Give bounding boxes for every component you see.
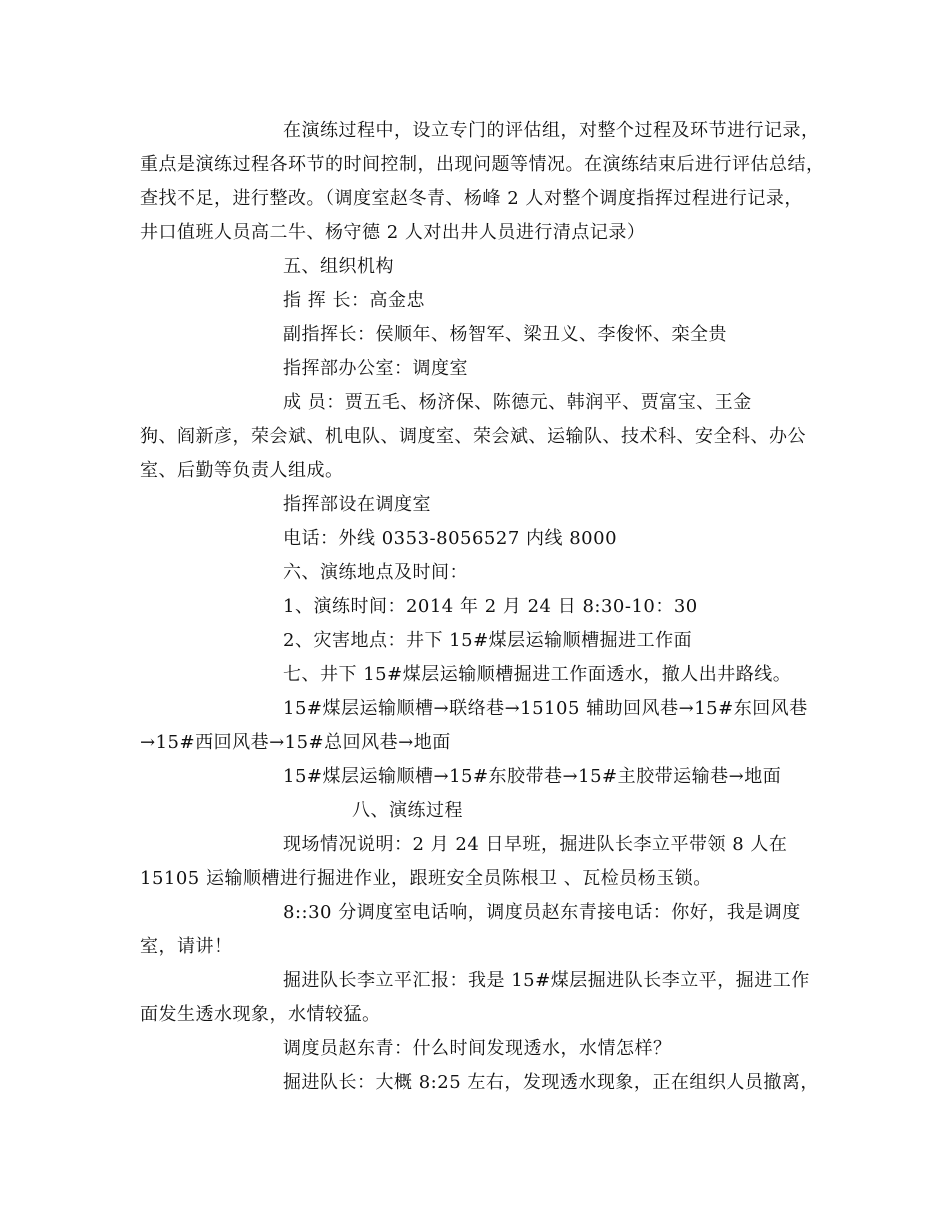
command-office-line: 指挥部办公室：调度室: [283, 358, 468, 379]
members-line-1: 成 员：贾五毛、杨济保、陈德元、韩润平、贾富宝、王金: [283, 392, 752, 413]
drill-time-line: 1、演练时间：2014 年 2 月 24 日 8:30-10：30: [283, 596, 698, 617]
disaster-location-line: 2、灾害地点：井下 15#煤层运输顺槽掘进工作面: [283, 630, 693, 651]
leader-report-line-2: 面发生透水现象，水情较猛。: [140, 1004, 381, 1025]
para-evaluation-line-1: 在演练过程中，设立专门的评估组，对整个过程及环节进行记录，: [283, 120, 820, 141]
scene-description-line-1: 现场情况说明：2 月 24 日早班，掘进队长李立平带领 8 人在: [283, 834, 788, 855]
para-evaluation-line-4: 井口值班人员高二牛、杨守德 2 人对出井人员进行清点记录）: [140, 222, 646, 243]
scene-description-line-2: 15105 运输顺槽进行掘进作业，跟班安全员陈根卫 、瓦检员杨玉锁。: [140, 868, 712, 889]
route-1-line-1: 15#煤层运输顺槽→联络巷→15105 辅助回风巷→15#东回风巷: [283, 698, 808, 719]
phone-call-line-2: 室，请讲！: [140, 936, 233, 957]
leader-reply-line: 掘进队长：大概 8:25 左右，发现透水现象，正在组织人员撤离，: [283, 1072, 819, 1093]
section-6-heading: 六、演练地点及时间：: [283, 562, 468, 583]
route-2-line: 15#煤层运输顺槽→15#东胶带巷→15#主胶带运输巷→地面: [283, 766, 782, 787]
para-evaluation-line-3: 查找不足，进行整改。（调度室赵冬青、杨峰 2 人对整个调度指挥过程进行记录，: [140, 188, 803, 209]
commander-line: 指 挥 长：高金忠: [283, 290, 425, 311]
phone-line: 电话：外线 0353-8056527 内线 8000: [283, 528, 618, 549]
para-evaluation-line-2: 重点是演练过程各环节的时间控制，出现问题等情况。在演练结束后进行评估总结，: [140, 154, 825, 175]
route-1-line-2: →15#西回风巷→15#总回风巷→地面: [140, 732, 451, 753]
phone-call-line-1: 8::30 分调度室电话响，调度员赵东青接电话：你好，我是调度: [283, 902, 801, 923]
members-line-3: 室、后勤等负责人组成。: [140, 460, 344, 481]
headquarters-location: 指挥部设在调度室: [283, 494, 431, 515]
members-line-2: 狗、阎新彦，荣会斌、机电队、调度室、荣会斌、运输队、技术科、安全科、办公: [140, 426, 806, 447]
leader-report-line-1: 掘进队长李立平汇报：我是 15#煤层掘进队长李立平，掘进工作: [283, 970, 810, 991]
dispatcher-question-line: 调度员赵东青：什么时间发现透水，水情怎样？: [283, 1038, 672, 1059]
section-7-heading: 七、井下 15#煤层运输顺槽掘进工作面透水，撤人出井路线。: [283, 664, 792, 685]
section-8-heading: 八、演练过程: [352, 800, 463, 821]
section-5-heading: 五、组织机构: [283, 256, 394, 277]
deputy-commander-line: 副指挥长：侯顺年、杨智军、梁丑义、李俊怀、栾全贵: [283, 324, 727, 345]
